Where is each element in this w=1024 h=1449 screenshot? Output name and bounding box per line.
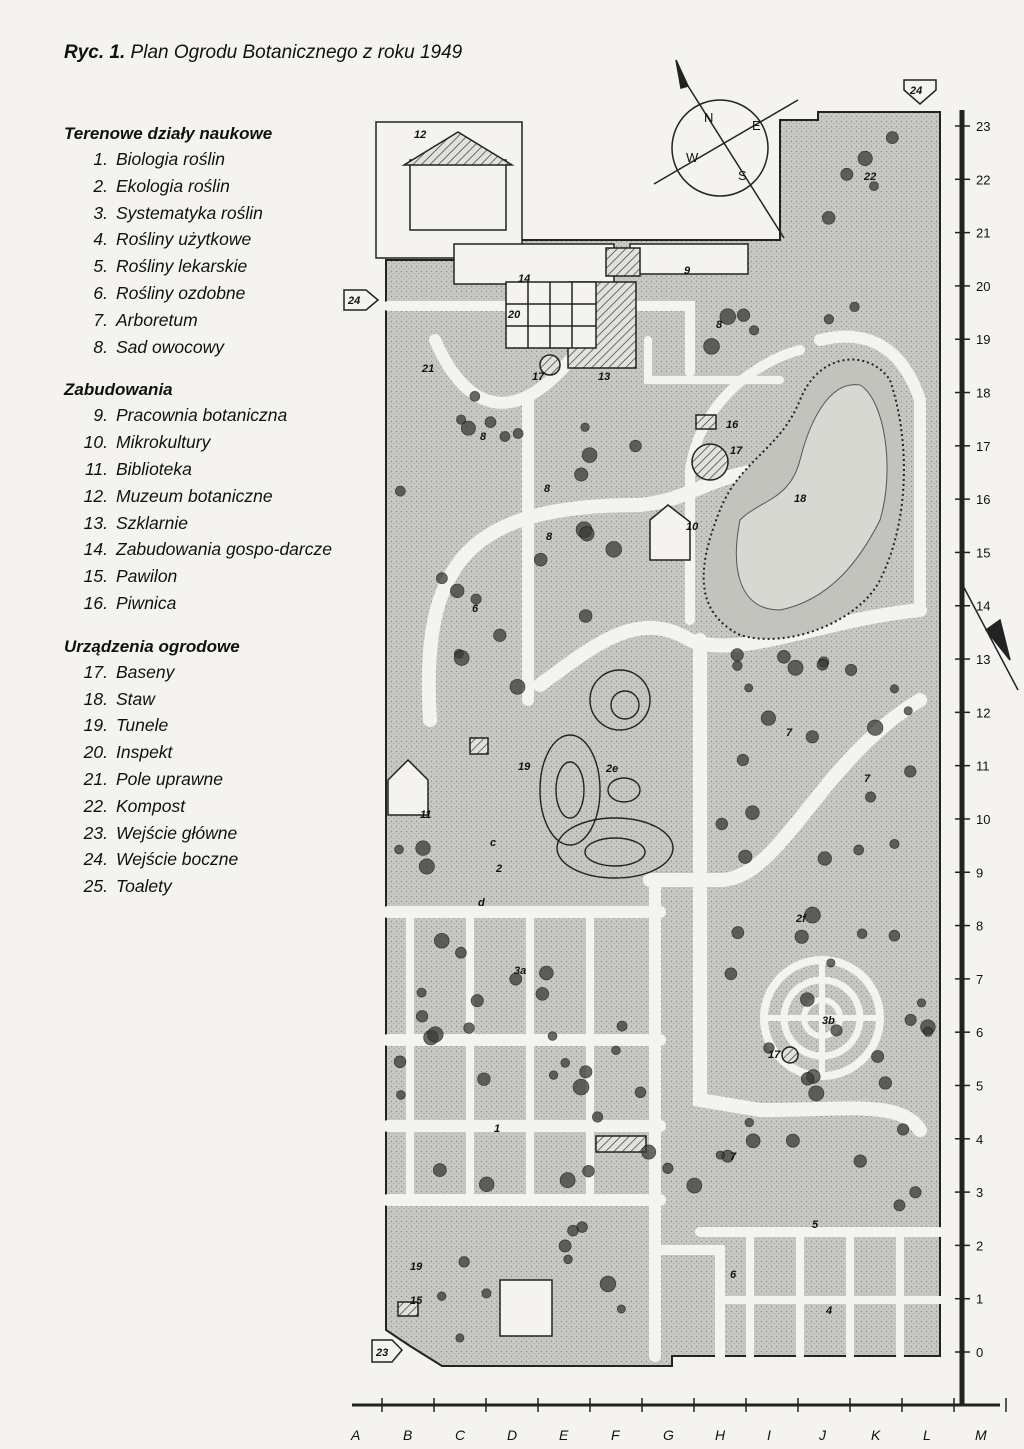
compass-rose	[654, 60, 798, 238]
tree-symbol	[889, 930, 900, 941]
row-tick-label: 12	[976, 705, 991, 721]
row-tick-label: 6	[976, 1025, 984, 1041]
legend-item: 14. Zabudowania gospo-darcze	[83, 539, 332, 560]
row-tick-label: 5	[976, 1078, 984, 1094]
legend-item: 20. Inspekt	[83, 742, 173, 763]
map-label: 11	[420, 809, 432, 821]
tree-symbol	[910, 1187, 921, 1198]
column-tick-label: I	[767, 1427, 771, 1443]
legend-item: 12. Muzeum botaniczne	[83, 485, 273, 506]
row-tick-label: 13	[976, 652, 991, 668]
tree-symbol	[818, 852, 831, 865]
legend-item: 19. Tunele	[83, 715, 169, 736]
tree-symbol	[854, 1155, 866, 1167]
tree-symbol	[456, 947, 467, 958]
tree-symbol	[897, 1124, 908, 1135]
column-tick-label: L	[923, 1427, 931, 1443]
tree-symbol	[500, 432, 510, 442]
compass-s: S	[738, 168, 747, 183]
map-label: 19	[518, 761, 531, 773]
tree-symbol	[733, 661, 742, 670]
legend-item: 2. Ekologia roślin	[93, 175, 230, 196]
tree-symbol	[479, 1177, 494, 1192]
tree-symbol	[879, 1077, 891, 1089]
tree-symbol	[788, 660, 803, 675]
legend-item: 24. Wejście boczne	[83, 849, 239, 870]
map-label: 12	[414, 129, 427, 141]
compass-e: E	[752, 118, 761, 133]
cellar	[696, 415, 716, 429]
legend-item: 25. Toalety	[83, 876, 172, 897]
tree-symbol	[617, 1305, 625, 1313]
tree-symbol	[801, 1073, 814, 1086]
tree-symbol	[606, 542, 622, 558]
map-label: 8	[544, 483, 551, 495]
tree-symbol	[635, 1087, 646, 1098]
legend-item: 17. Baseny	[83, 661, 175, 682]
tree-symbol	[795, 930, 808, 943]
map-label: 17	[730, 445, 743, 457]
row-tick-label: 3	[976, 1185, 984, 1201]
map-label: 2	[496, 863, 503, 875]
map-label: 14	[518, 273, 531, 285]
column-tick-label: F	[611, 1427, 620, 1443]
legend-heading-facilities: Urządzenia ogrodowe	[64, 636, 240, 656]
map-label: 17	[532, 371, 545, 383]
tree-symbol	[513, 429, 523, 439]
row-tick-label: 22	[976, 172, 991, 188]
greenhouse-block	[606, 248, 640, 276]
map-label: 10	[686, 521, 699, 533]
toilets	[470, 738, 488, 754]
tree-symbol	[548, 1032, 557, 1041]
tree-symbol	[850, 302, 859, 311]
map-label: 17	[768, 1049, 781, 1061]
row-tick-label: 1	[976, 1291, 984, 1307]
tree-symbol	[786, 1134, 799, 1147]
tree-symbol	[485, 417, 496, 428]
tree-symbol	[612, 1046, 621, 1055]
tree-symbol	[617, 1021, 627, 1031]
tree-symbol	[739, 850, 752, 863]
tree-symbol	[894, 1200, 905, 1211]
tree-symbol	[841, 168, 853, 180]
tree-symbol	[461, 421, 475, 435]
column-tick-label: G	[663, 1427, 674, 1443]
tree-symbol	[732, 927, 744, 939]
tree-symbol	[800, 993, 814, 1007]
tree-symbol	[456, 1334, 464, 1342]
farm-buildings	[454, 244, 614, 284]
row-tick-label: 10	[976, 811, 991, 827]
tree-symbol	[905, 1014, 916, 1025]
tree-symbol	[575, 468, 588, 481]
column-tick-label: M	[975, 1427, 987, 1443]
tree-symbol	[904, 707, 912, 715]
tree-symbol	[482, 1289, 491, 1298]
tree-symbol	[827, 959, 835, 967]
tree-symbol	[580, 527, 594, 541]
legend-heading-buildings: Zabudowania	[64, 380, 173, 400]
tree-symbol	[583, 1165, 595, 1177]
row-tick-label: 14	[976, 598, 991, 614]
tree-symbol	[630, 440, 642, 452]
tree-symbol	[534, 553, 547, 566]
tree-symbol	[854, 845, 864, 855]
row-tick-label: 7	[976, 971, 984, 987]
tree-symbol	[549, 1071, 557, 1079]
tree-symbol	[687, 1178, 702, 1193]
north-arrow	[960, 580, 1018, 690]
map-label: 2f	[796, 913, 806, 925]
map-label: d	[478, 897, 485, 909]
tree-symbol	[886, 132, 898, 144]
tree-symbol	[720, 309, 736, 325]
tree-symbol	[917, 999, 925, 1007]
tree-symbol	[716, 1151, 724, 1159]
tree-symbol	[536, 988, 549, 1001]
row-tick-label: 19	[976, 332, 991, 348]
tree-symbol	[716, 818, 728, 830]
tree-symbol	[416, 841, 431, 856]
basin	[692, 444, 728, 480]
map-label: 7	[730, 1151, 737, 1163]
map-label: 3a	[514, 965, 527, 977]
tree-symbol	[436, 573, 447, 584]
tree-symbol	[559, 1240, 571, 1252]
tree-symbol	[737, 309, 749, 321]
map-label: 22	[864, 171, 877, 183]
tree-symbol	[872, 1050, 884, 1062]
tree-symbol	[745, 1118, 753, 1126]
map-label: 1	[494, 1123, 501, 1135]
legend-item: 21. Pole uprawne	[83, 768, 224, 789]
row-tick-label: 4	[976, 1131, 984, 1147]
tree-symbol	[582, 448, 597, 463]
tree-symbol	[580, 1066, 592, 1078]
map-label: 8	[480, 431, 487, 443]
row-tick-label: 21	[976, 225, 991, 241]
row-tick-label: 20	[976, 278, 991, 294]
column-tick-label: K	[871, 1427, 881, 1443]
row-tick-label: 15	[976, 545, 991, 561]
tree-symbol	[890, 685, 898, 693]
tree-symbol	[459, 1257, 469, 1267]
tree-symbol	[560, 1173, 575, 1188]
tree-symbol	[905, 766, 916, 777]
tree-symbol	[817, 659, 828, 670]
tree-symbol	[437, 1292, 446, 1301]
legend-item: 16. Piwnica	[83, 592, 177, 613]
tree-symbol	[434, 933, 449, 948]
entrance-plaza	[500, 1280, 552, 1336]
tree-symbol	[731, 649, 743, 661]
legend-item: 3. Systematyka roślin	[93, 202, 263, 223]
tree-symbol	[865, 792, 875, 802]
compass-n: N	[704, 110, 714, 125]
map-label: 4	[826, 1305, 833, 1317]
map-label: c	[490, 837, 497, 849]
map-label: 6	[472, 603, 479, 615]
map-label: 7	[864, 773, 871, 785]
map-label: 7	[786, 727, 793, 739]
figure-title: Plan Ogrodu Botanicznego z roku 1949	[130, 42, 463, 63]
map-label: 8	[546, 531, 553, 543]
tree-symbol	[540, 966, 554, 980]
column-tick-label: E	[559, 1427, 569, 1443]
tree-symbol	[806, 731, 818, 743]
map-label: 6	[730, 1269, 737, 1281]
map-label: 16	[726, 419, 739, 431]
tree-symbol	[395, 845, 404, 854]
tree-symbol	[573, 1079, 589, 1095]
tree-symbol	[923, 1027, 932, 1036]
tree-symbol	[419, 859, 434, 874]
map-label: 9	[684, 265, 691, 277]
tree-symbol	[579, 610, 592, 623]
legend-item: 10. Mikrokultury	[83, 432, 211, 453]
map-label: 8	[716, 319, 723, 331]
museum-house	[410, 160, 506, 230]
tree-symbol	[581, 423, 589, 431]
map-label: 5	[812, 1219, 819, 1231]
column-tick-label: H	[715, 1427, 726, 1443]
map-label: 15	[410, 1295, 423, 1307]
column-tick-label: A	[351, 1427, 361, 1443]
tree-symbol	[761, 711, 775, 725]
row-tick-label: 16	[976, 492, 991, 508]
tree-symbol	[564, 1255, 573, 1264]
tree-symbol	[777, 650, 790, 663]
legend-item: 22. Kompost	[83, 795, 186, 816]
tree-symbol	[809, 1086, 824, 1101]
legend-item: 18. Staw	[83, 688, 155, 709]
tree-symbol	[858, 151, 872, 165]
tree-symbol	[417, 988, 426, 997]
column-tick-label: D	[507, 1427, 518, 1443]
tree-symbol	[725, 968, 737, 980]
map-label: 20	[508, 309, 521, 321]
row-tick-label: 8	[976, 918, 984, 934]
tree-symbol	[395, 486, 405, 496]
tree-symbol	[394, 1056, 406, 1068]
tree-symbol	[737, 754, 748, 765]
legend-item: 9. Pracownia botaniczna	[93, 405, 288, 426]
map-label: 3b	[822, 1015, 835, 1027]
column-tick-label: J	[819, 1427, 826, 1443]
basin-fountain	[782, 1047, 798, 1063]
map-label: 24	[910, 85, 923, 97]
tree-symbol	[568, 1225, 579, 1236]
compass-w: W	[686, 150, 699, 165]
legend-item: 8. Sad owocowy	[93, 336, 224, 357]
legend-item: 23. Wejście główne	[83, 822, 238, 843]
tree-symbol	[397, 1091, 406, 1100]
row-tick-label: 17	[976, 438, 991, 454]
row-tick-label: 2	[976, 1238, 984, 1254]
legend-item: 4. Rośliny użytkowe	[93, 229, 252, 250]
tree-symbol	[450, 584, 463, 597]
tree-symbol	[746, 806, 760, 820]
legend-item: 7. Arboretum	[93, 309, 198, 330]
tree-symbol	[824, 315, 833, 324]
tree-symbol	[663, 1163, 673, 1173]
tree-symbol	[494, 629, 506, 641]
legend-item: 1. Biologia roślin	[93, 149, 225, 169]
tree-symbol	[454, 651, 469, 666]
tree-symbol	[561, 1058, 570, 1067]
legend-item: 6. Rośliny ozdobne	[93, 282, 246, 303]
tree-symbol	[867, 720, 882, 735]
tree-symbol	[471, 995, 483, 1007]
map-label: 18	[794, 493, 807, 505]
row-tick-label: 11	[976, 758, 990, 774]
tree-symbol	[745, 684, 753, 692]
tree-symbol	[805, 907, 821, 923]
legend-item: 13. Szklarnie	[83, 512, 188, 533]
tree-symbol	[890, 839, 899, 848]
tree-symbol	[642, 1145, 656, 1159]
row-tick-label: 9	[976, 865, 984, 881]
tree-symbol	[822, 212, 835, 225]
row-tick-label: 18	[976, 385, 991, 401]
water-beds	[596, 1136, 646, 1152]
map-label: 19	[410, 1261, 423, 1273]
legend-heading-scientific: Terenowe działy naukowe	[64, 124, 273, 143]
column-tick-label: B	[403, 1427, 413, 1443]
row-tick-label: 0	[976, 1345, 984, 1360]
tree-symbol	[600, 1276, 616, 1292]
tree-symbol	[470, 391, 480, 401]
tree-symbol	[704, 338, 720, 354]
tree-symbol	[464, 1023, 475, 1034]
legend-item: 11. Biblioteka	[84, 458, 192, 479]
tree-symbol	[478, 1073, 491, 1086]
tree-symbol	[510, 679, 525, 694]
map-label: 21	[422, 363, 435, 375]
tree-symbol	[746, 1134, 760, 1148]
figure-number: Ryc. 1.	[64, 42, 126, 63]
tree-symbol	[433, 1164, 446, 1177]
legend-item: 15. Pawilon	[83, 566, 178, 587]
legend-item: 5. Rośliny lekarskie	[93, 256, 248, 277]
tree-symbol	[857, 929, 867, 939]
tree-symbol	[749, 326, 758, 335]
tree-symbol	[428, 1027, 443, 1042]
tree-symbol	[416, 1011, 427, 1022]
map-label: 23	[376, 1347, 389, 1359]
map-label: 13	[598, 371, 611, 383]
column-tick-label: C	[455, 1427, 466, 1443]
map-label: 24	[348, 295, 361, 307]
map-label: 2e	[606, 763, 619, 775]
row-tick-label: 23	[976, 119, 991, 134]
tree-symbol	[845, 664, 856, 675]
tree-symbol	[592, 1112, 602, 1122]
